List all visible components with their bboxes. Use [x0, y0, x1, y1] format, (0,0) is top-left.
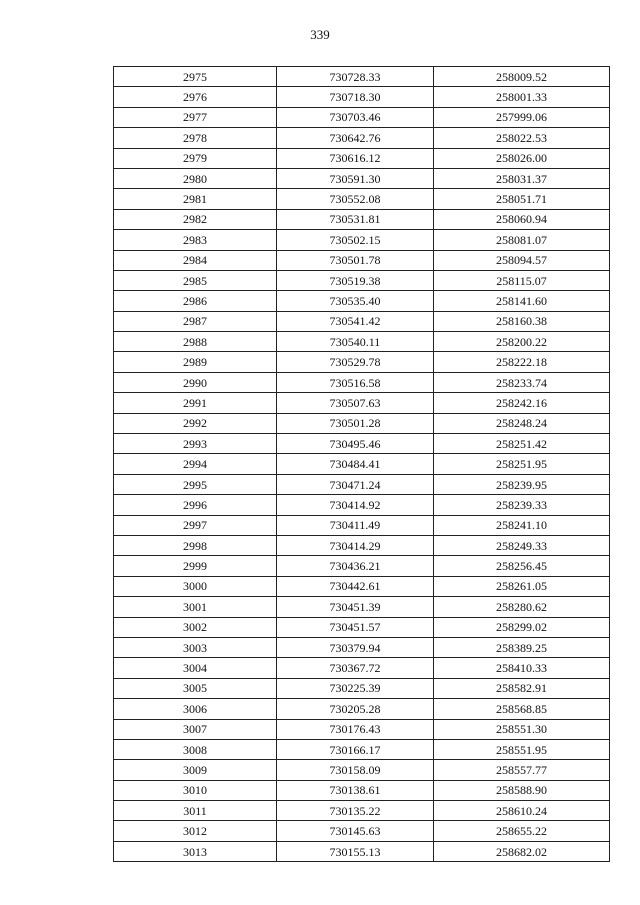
x-coordinate-cell: 730718.30	[277, 87, 434, 107]
table-row	[114, 230, 610, 250]
y-coordinate-cell: 258261.05	[434, 576, 610, 596]
y-coordinate-cell: 258682.02	[434, 841, 610, 861]
point-number-cell: 3000	[114, 576, 277, 596]
table-row	[114, 678, 610, 698]
x-coordinate-cell: 730519.38	[277, 270, 434, 290]
y-coordinate-cell: 258410.33	[434, 658, 610, 678]
table-row	[114, 67, 610, 87]
y-coordinate-cell: 258655.22	[434, 821, 610, 841]
x-coordinate-cell: 730135.22	[277, 801, 434, 821]
table-row	[114, 699, 610, 719]
point-number-cell: 3008	[114, 739, 277, 759]
y-coordinate-cell: 258557.77	[434, 760, 610, 780]
table-row	[114, 434, 610, 454]
point-number-cell: 3002	[114, 617, 277, 637]
x-coordinate-cell: 730379.94	[277, 637, 434, 657]
x-coordinate-cell: 730484.41	[277, 454, 434, 474]
y-coordinate-cell: 258233.74	[434, 372, 610, 392]
y-coordinate-cell: 258026.00	[434, 148, 610, 168]
table-row	[114, 780, 610, 800]
table-row	[114, 128, 610, 148]
y-coordinate-cell: 258249.33	[434, 535, 610, 555]
table-row	[114, 841, 610, 861]
table-row	[114, 291, 610, 311]
y-coordinate-cell: 258239.95	[434, 474, 610, 494]
x-coordinate-cell: 730176.43	[277, 719, 434, 739]
point-number-cell: 2979	[114, 148, 277, 168]
point-number-cell: 2987	[114, 311, 277, 331]
table-row	[114, 189, 610, 209]
x-coordinate-cell: 730158.09	[277, 760, 434, 780]
y-coordinate-cell: 258081.07	[434, 230, 610, 250]
y-coordinate-cell: 258060.94	[434, 209, 610, 229]
point-number-cell: 3011	[114, 801, 277, 821]
y-coordinate-cell: 258299.02	[434, 617, 610, 637]
y-coordinate-cell: 258610.24	[434, 801, 610, 821]
y-coordinate-cell: 258280.62	[434, 597, 610, 617]
table-row	[114, 454, 610, 474]
x-coordinate-cell: 730155.13	[277, 841, 434, 861]
x-coordinate-cell: 730501.28	[277, 413, 434, 433]
point-number-cell: 2981	[114, 189, 277, 209]
table-row	[114, 556, 610, 576]
point-number-cell: 2996	[114, 495, 277, 515]
table-row	[114, 495, 610, 515]
x-coordinate-cell: 730451.39	[277, 597, 434, 617]
y-coordinate-cell: 258551.95	[434, 739, 610, 759]
x-coordinate-cell: 730502.15	[277, 230, 434, 250]
table-row	[114, 576, 610, 596]
table-row	[114, 148, 610, 168]
point-number-cell: 2975	[114, 67, 277, 87]
y-coordinate-cell: 258200.22	[434, 332, 610, 352]
table-row	[114, 311, 610, 331]
coordinates-table-body	[114, 67, 610, 862]
x-coordinate-cell: 730367.72	[277, 658, 434, 678]
x-coordinate-cell: 730145.63	[277, 821, 434, 841]
table-row	[114, 658, 610, 678]
x-coordinate-cell: 730552.08	[277, 189, 434, 209]
point-number-cell: 3013	[114, 841, 277, 861]
point-number-cell: 2989	[114, 352, 277, 372]
x-coordinate-cell: 730451.57	[277, 617, 434, 637]
x-coordinate-cell: 730471.24	[277, 474, 434, 494]
point-number-cell: 2985	[114, 270, 277, 290]
point-number-cell: 3005	[114, 678, 277, 698]
y-coordinate-cell: 258588.90	[434, 780, 610, 800]
x-coordinate-cell: 730414.29	[277, 535, 434, 555]
point-number-cell: 2986	[114, 291, 277, 311]
y-coordinate-cell: 258551.30	[434, 719, 610, 739]
point-number-cell: 2992	[114, 413, 277, 433]
x-coordinate-cell: 730495.46	[277, 434, 434, 454]
table-row	[114, 597, 610, 617]
y-coordinate-cell: 258256.45	[434, 556, 610, 576]
point-number-cell: 3003	[114, 637, 277, 657]
point-number-cell: 3012	[114, 821, 277, 841]
point-number-cell: 2997	[114, 515, 277, 535]
point-number-cell: 3007	[114, 719, 277, 739]
x-coordinate-cell: 730540.11	[277, 332, 434, 352]
y-coordinate-cell: 258031.37	[434, 168, 610, 188]
x-coordinate-cell: 730138.61	[277, 780, 434, 800]
table-row	[114, 352, 610, 372]
point-number-cell: 2991	[114, 393, 277, 413]
y-coordinate-cell: 258389.25	[434, 637, 610, 657]
x-coordinate-cell: 730616.12	[277, 148, 434, 168]
point-number-cell: 2976	[114, 87, 277, 107]
y-coordinate-cell: 258009.52	[434, 67, 610, 87]
table-row	[114, 637, 610, 657]
y-coordinate-cell: 258248.24	[434, 413, 610, 433]
x-coordinate-cell: 730411.49	[277, 515, 434, 535]
y-coordinate-cell: 258241.10	[434, 515, 610, 535]
point-number-cell: 2984	[114, 250, 277, 270]
table-row	[114, 474, 610, 494]
table-row	[114, 209, 610, 229]
y-coordinate-cell: 258141.60	[434, 291, 610, 311]
y-coordinate-cell: 258222.18	[434, 352, 610, 372]
y-coordinate-cell: 258001.33	[434, 87, 610, 107]
y-coordinate-cell: 258239.33	[434, 495, 610, 515]
x-coordinate-cell: 730591.30	[277, 168, 434, 188]
y-coordinate-cell: 258051.71	[434, 189, 610, 209]
table-row	[114, 515, 610, 535]
y-coordinate-cell: 258094.57	[434, 250, 610, 270]
table-row	[114, 535, 610, 555]
x-coordinate-cell: 730541.42	[277, 311, 434, 331]
x-coordinate-cell: 730205.28	[277, 699, 434, 719]
x-coordinate-cell: 730225.39	[277, 678, 434, 698]
table-row	[114, 107, 610, 127]
x-coordinate-cell: 730535.40	[277, 291, 434, 311]
table-row	[114, 393, 610, 413]
y-coordinate-cell: 258022.53	[434, 128, 610, 148]
point-number-cell: 3001	[114, 597, 277, 617]
y-coordinate-cell: 258115.07	[434, 270, 610, 290]
x-coordinate-cell: 730728.33	[277, 67, 434, 87]
x-coordinate-cell: 730529.78	[277, 352, 434, 372]
y-coordinate-cell: 258582.91	[434, 678, 610, 698]
point-number-cell: 3010	[114, 780, 277, 800]
x-coordinate-cell: 730436.21	[277, 556, 434, 576]
y-coordinate-cell: 258568.85	[434, 699, 610, 719]
table-row	[114, 372, 610, 392]
table-row	[114, 821, 610, 841]
x-coordinate-cell: 730501.78	[277, 250, 434, 270]
y-coordinate-cell: 258251.42	[434, 434, 610, 454]
point-number-cell: 2977	[114, 107, 277, 127]
x-coordinate-cell: 730703.46	[277, 107, 434, 127]
coordinates-table	[113, 66, 610, 862]
x-coordinate-cell: 730442.61	[277, 576, 434, 596]
y-coordinate-cell: 257999.06	[434, 107, 610, 127]
y-coordinate-cell: 258251.95	[434, 454, 610, 474]
table-row	[114, 617, 610, 637]
x-coordinate-cell: 730642.76	[277, 128, 434, 148]
x-coordinate-cell: 730507.63	[277, 393, 434, 413]
table-row	[114, 760, 610, 780]
table-row	[114, 270, 610, 290]
point-number-cell: 2980	[114, 168, 277, 188]
point-number-cell: 2978	[114, 128, 277, 148]
point-number-cell: 3006	[114, 699, 277, 719]
table-row	[114, 801, 610, 821]
x-coordinate-cell: 730166.17	[277, 739, 434, 759]
table-row	[114, 332, 610, 352]
point-number-cell: 2993	[114, 434, 277, 454]
point-number-cell: 2998	[114, 535, 277, 555]
point-number-cell: 3009	[114, 760, 277, 780]
table-row	[114, 719, 610, 739]
x-coordinate-cell: 730531.81	[277, 209, 434, 229]
x-coordinate-cell: 730516.58	[277, 372, 434, 392]
point-number-cell: 2982	[114, 209, 277, 229]
point-number-cell: 2999	[114, 556, 277, 576]
table-row	[114, 87, 610, 107]
table-row	[114, 168, 610, 188]
y-coordinate-cell: 258160.38	[434, 311, 610, 331]
point-number-cell: 3004	[114, 658, 277, 678]
point-number-cell: 2990	[114, 372, 277, 392]
point-number-cell: 2995	[114, 474, 277, 494]
page-number: 339	[310, 27, 330, 42]
point-number-cell: 2994	[114, 454, 277, 474]
y-coordinate-cell: 258242.16	[434, 393, 610, 413]
point-number-cell: 2988	[114, 332, 277, 352]
table-row	[114, 250, 610, 270]
table-row	[114, 739, 610, 759]
table-row	[114, 413, 610, 433]
x-coordinate-cell: 730414.92	[277, 495, 434, 515]
point-number-cell: 2983	[114, 230, 277, 250]
